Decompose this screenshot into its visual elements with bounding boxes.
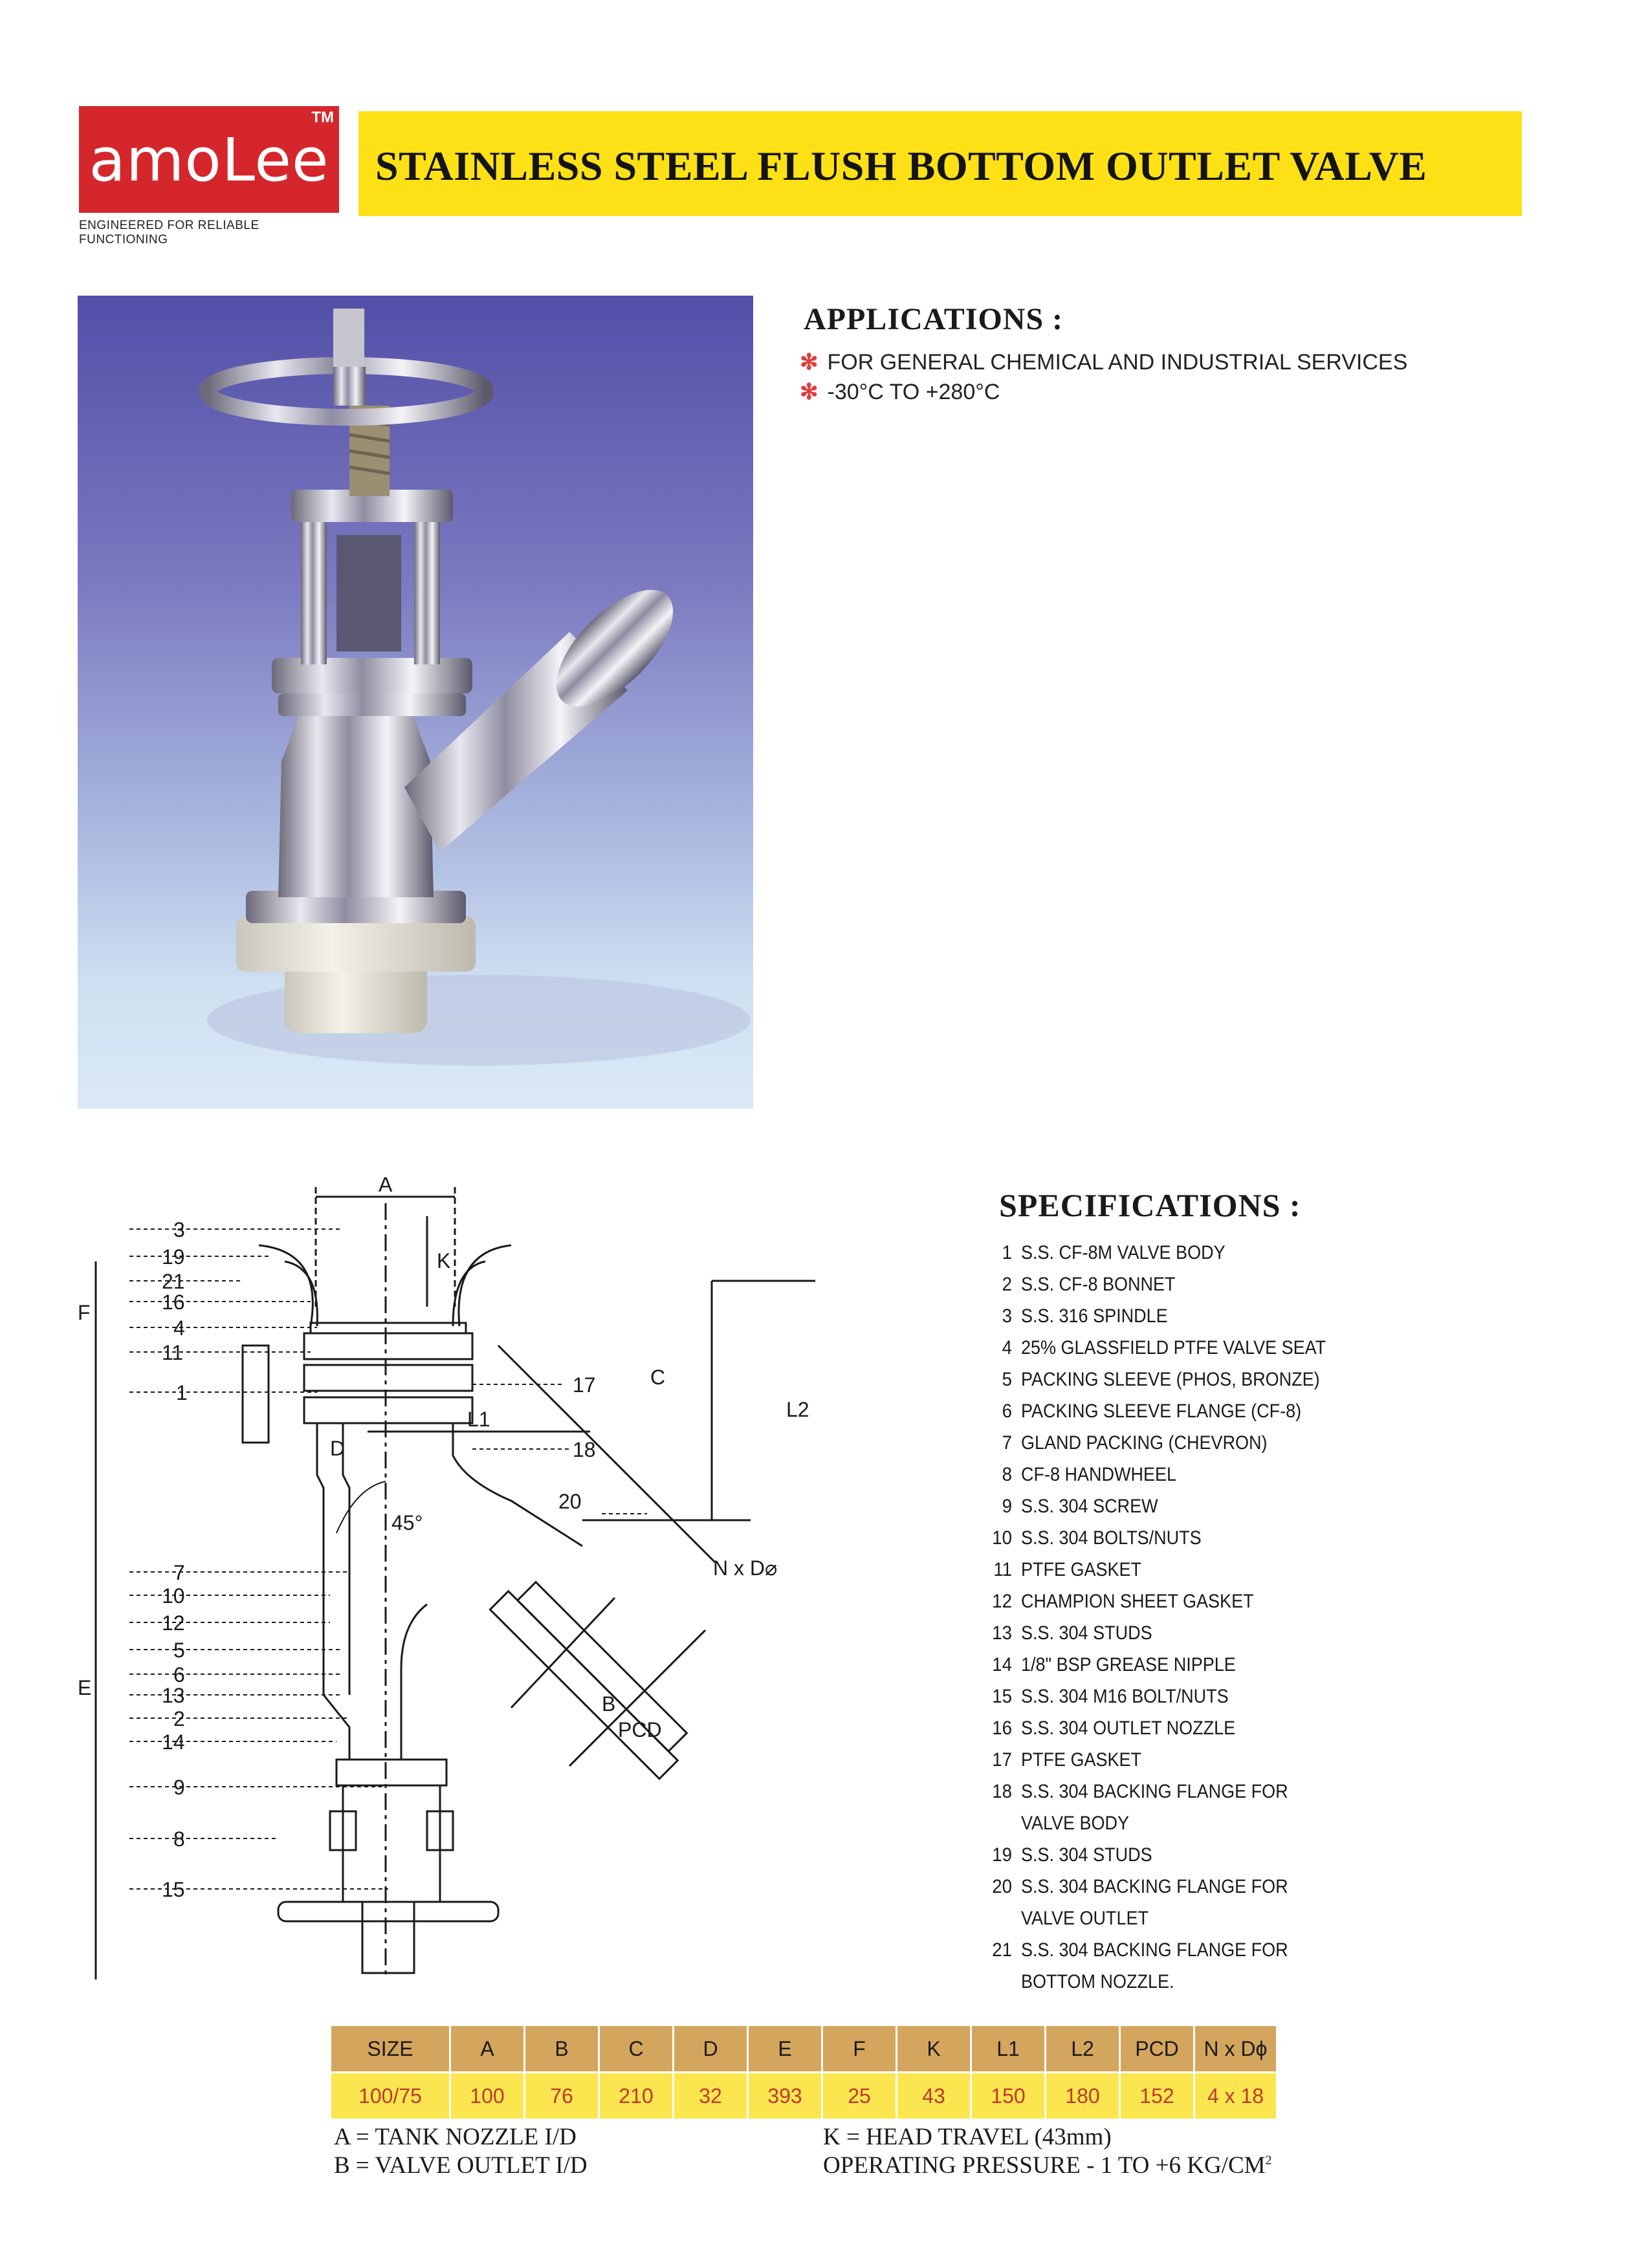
applications-heading: APPLICATIONS :	[804, 302, 1064, 336]
table-cell: 150	[972, 2071, 1046, 2119]
table-header-cell: L2	[1046, 2026, 1121, 2071]
callout-7: 7	[173, 1561, 185, 1584]
spec-item: 18 S.S. 304 BACKING FLANGE FOR	[992, 1780, 1288, 1802]
trademark: TM	[311, 109, 334, 126]
table-header-cell: SIZE	[331, 2026, 451, 2071]
callout-11: 11	[162, 1341, 184, 1364]
technical-drawing	[65, 1177, 841, 1999]
spec-item: 19 S.S. 304 STUDS	[992, 1844, 1152, 1866]
dim-label-b: B	[602, 1692, 616, 1716]
callout-21: 21	[162, 1270, 185, 1293]
spec-item: 6 PACKING SLEEVE FLANGE (CF-8)	[1002, 1400, 1302, 1422]
table-header-cell: N x Dϕ	[1195, 2026, 1278, 2071]
table-cell: 100/75	[331, 2071, 451, 2119]
dim-label-f: F	[78, 1301, 91, 1324]
table-header-cell: C	[600, 2026, 674, 2071]
specifications-list	[984, 1237, 1566, 1998]
callout-20: 20	[558, 1490, 582, 1513]
spec-item: 12 CHAMPION SHEET GASKET	[992, 1590, 1254, 1612]
dim-label-nxd: N x D⌀	[713, 1556, 778, 1580]
valve-section-drawing	[65, 1177, 841, 1999]
dim-label-a: A	[379, 1177, 393, 1196]
dim-label-d: D	[330, 1437, 346, 1460]
spec-item: 3 S.S. 316 SPINDLE	[1002, 1305, 1168, 1327]
dim-label-angle: 45°	[391, 1511, 423, 1534]
spec-item: 9 S.S. 304 SCREW	[1002, 1495, 1158, 1517]
callout-18: 18	[573, 1438, 596, 1461]
dimension-table	[331, 2026, 1278, 2119]
spec-item: 2 S.S. CF-8 BONNET	[1002, 1273, 1176, 1295]
note-k: K = HEAD TRAVEL (43mm)	[823, 2124, 1112, 2150]
callout-12: 12	[162, 1611, 185, 1635]
asterisk-icon: ✻	[800, 380, 819, 404]
table-header-cell: D	[674, 2026, 749, 2071]
table-header-cell: K	[897, 2026, 972, 2071]
spec-item: VALVE BODY	[1021, 1812, 1130, 1834]
table-cell: 210	[600, 2071, 674, 2119]
note-b: B = VALVE OUTLET I/D	[334, 2152, 588, 2179]
spec-item: 17 PTFE GASKET	[992, 1749, 1142, 1771]
callout-17: 17	[573, 1373, 596, 1397]
valve-illustration	[78, 296, 753, 1109]
asterisk-icon: ✻	[800, 350, 819, 375]
spec-item: VALVE OUTLET	[1021, 1907, 1149, 1929]
product-photo	[78, 296, 753, 1109]
dim-label-k: K	[437, 1249, 451, 1272]
table-header-cell: PCD	[1121, 2026, 1195, 2071]
table-cell: 100	[451, 2071, 525, 2119]
spec-item: 14 1/8" BSP GREASE NIPPLE	[992, 1653, 1236, 1675]
spec-item: 20 S.S. 304 BACKING FLANGE FOR	[992, 1875, 1288, 1897]
spec-item: 15 S.S. 304 M16 BOLT/NUTS	[992, 1685, 1229, 1707]
callout-15: 15	[162, 1878, 185, 1901]
callout-1: 1	[176, 1381, 188, 1404]
dim-label-e: E	[78, 1676, 92, 1699]
dim-label-l2: L2	[786, 1398, 809, 1421]
table-cell: 180	[1046, 2071, 1121, 2119]
application-item: ✻ -30°C TO +280°C	[800, 380, 1000, 404]
table-cell: 393	[749, 2071, 823, 2119]
dim-label-c: C	[650, 1366, 666, 1389]
spec-item: 5 PACKING SLEEVE (PHOS, BRONZE)	[1002, 1368, 1320, 1390]
callout-3: 3	[173, 1218, 185, 1241]
table-header-row	[331, 2026, 1278, 2071]
spec-item: 16 S.S. 304 OUTLET NOZZLE	[992, 1717, 1236, 1739]
spec-item: 8 CF-8 HANDWHEEL	[1002, 1463, 1177, 1485]
callout-8: 8	[173, 1827, 185, 1851]
callout-13: 13	[162, 1684, 185, 1707]
logo-text: amoLee	[89, 125, 329, 195]
spec-item: BOTTOM NOZZLE.	[1021, 1970, 1174, 1992]
callout-10: 10	[162, 1584, 185, 1608]
table-cell: 4 x 18	[1195, 2071, 1278, 2119]
callout-4: 4	[173, 1316, 185, 1340]
table-cell: 32	[674, 2071, 749, 2119]
page-title: STAINLESS STEEL FLUSH BOTTOM OUTLET VALVE	[375, 143, 1427, 189]
table-row	[331, 2071, 1278, 2119]
table-cell: 152	[1121, 2071, 1195, 2119]
brand-tagline: ENGINEERED FOR RELIABLE FUNCTIONING	[79, 219, 259, 246]
callout-5: 5	[173, 1639, 185, 1662]
table-cell: 76	[525, 2071, 600, 2119]
spec-item: 11 PTFE GASKET	[993, 1558, 1142, 1580]
table-header-cell: L1	[972, 2026, 1046, 2071]
dim-label-l1: L1	[467, 1408, 490, 1431]
application-item: ✻ FOR GENERAL CHEMICAL AND INDUSTRIAL SERVICES	[800, 350, 1408, 375]
table-header-cell: F	[823, 2026, 897, 2071]
table-header-cell: E	[749, 2026, 823, 2071]
table-cell: 43	[897, 2071, 972, 2119]
title-banner	[358, 111, 1522, 216]
table-header-cell: B	[525, 2026, 600, 2071]
note-pressure: OPERATING PRESSURE - 1 TO +6 $KG/CM^2$	[823, 2152, 1272, 2179]
callout-9: 9	[173, 1776, 185, 1799]
spec-item: 13 S.S. 304 STUDS	[992, 1622, 1152, 1644]
callout-16: 16	[162, 1291, 185, 1314]
spec-item: 4 25% GLASSFIELD PTFE VALVE SEAT	[1002, 1336, 1326, 1358]
specifications-heading: SPECIFICATIONS :	[999, 1187, 1301, 1223]
callout-14: 14	[162, 1730, 185, 1754]
note-a: A = TANK NOZZLE I/D	[334, 2124, 577, 2150]
brand-logo	[79, 106, 339, 213]
spec-item: 10 S.S. 304 BOLTS/NUTS	[992, 1527, 1202, 1549]
table-cell: 25	[823, 2071, 897, 2119]
callout-2: 2	[173, 1707, 185, 1730]
callout-19: 19	[162, 1245, 185, 1269]
spec-item: 1 S.S. CF-8M VALVE BODY	[1002, 1241, 1226, 1263]
table-header-cell: A	[451, 2026, 525, 2071]
dim-label-pcd: PCD	[618, 1718, 662, 1741]
spec-item: 21 S.S. 304 BACKING FLANGE FOR	[992, 1939, 1288, 1961]
callout-6: 6	[173, 1663, 185, 1686]
spec-item: 7 GLAND PACKING (CHEVRON)	[1002, 1432, 1268, 1454]
